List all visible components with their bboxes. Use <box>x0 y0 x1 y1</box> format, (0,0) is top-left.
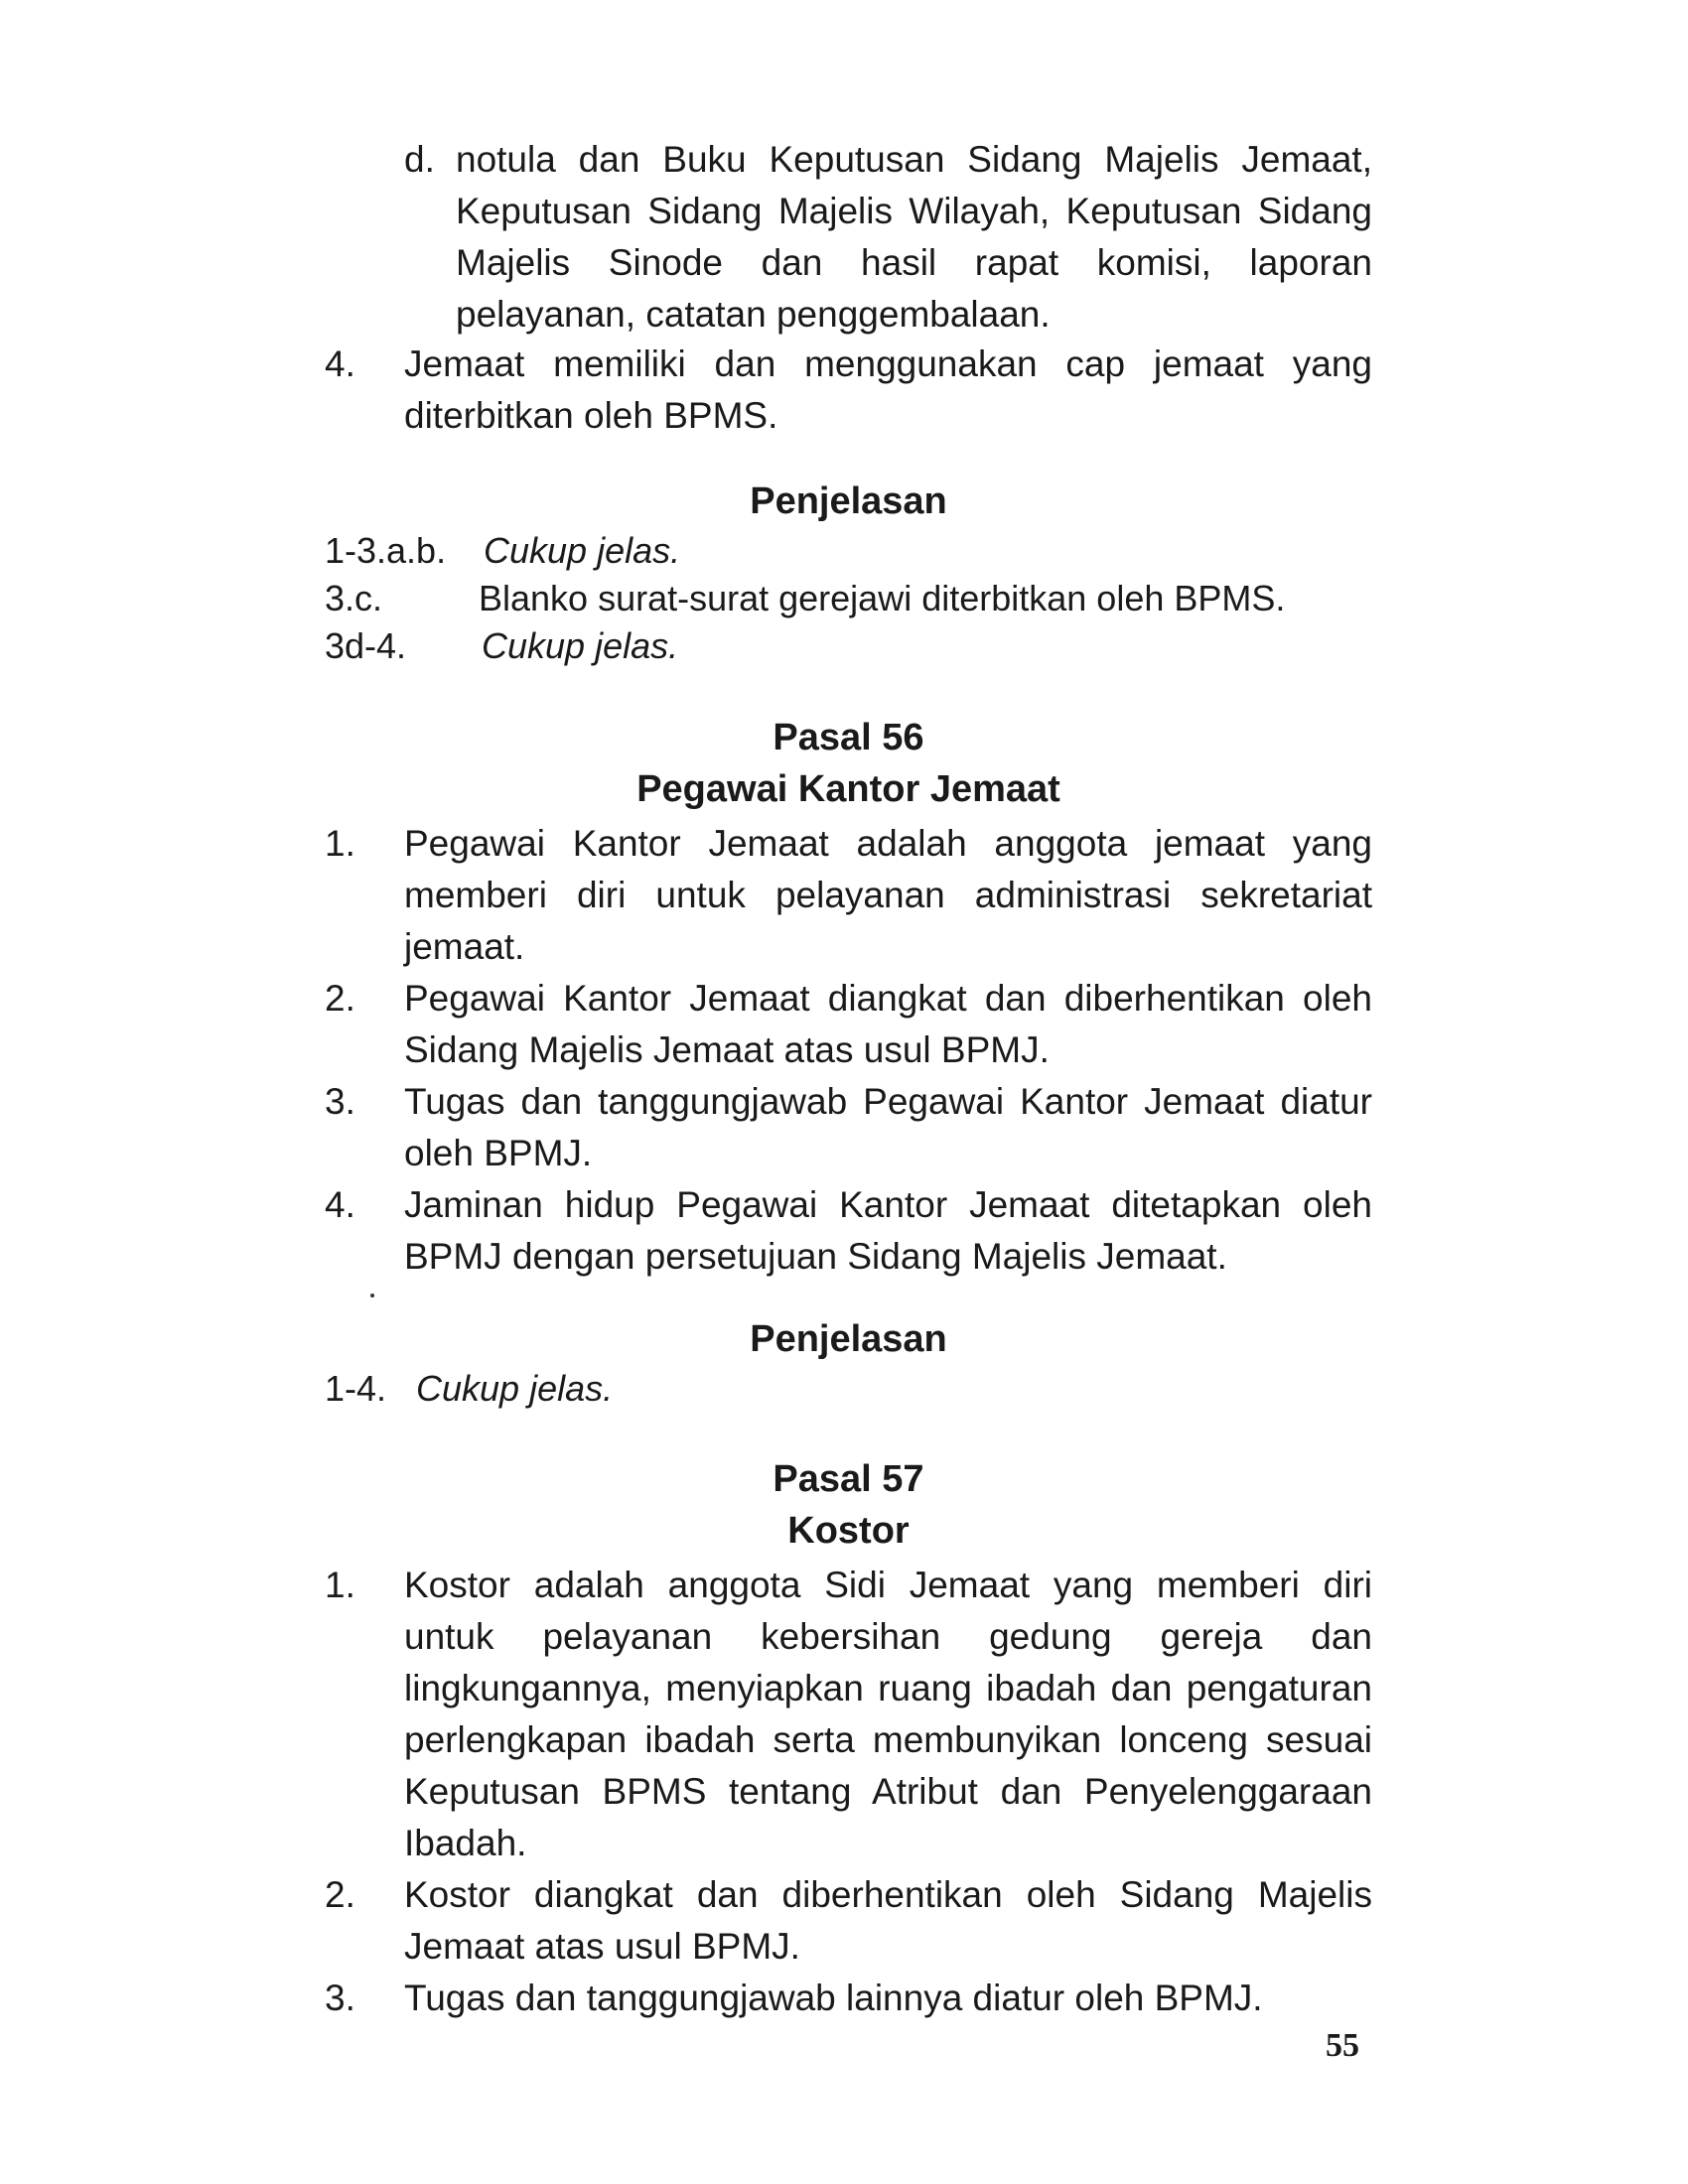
article-title: Kostor <box>787 1510 910 1552</box>
explanation-ref: 3.c. <box>325 578 383 618</box>
list-item-text: Jaminan hidup Pegawai Kantor Jemaat ditetapkan oleh BPMJ dengan persetujuan Sidang Majelis Jemaat. <box>404 1184 1372 1277</box>
article-number: Pasal 57 <box>773 1458 924 1500</box>
list-marker: 1. <box>325 1565 355 1605</box>
list-item-1 <box>325 818 1372 973</box>
explanation-heading: Penjelasan <box>750 480 947 522</box>
list-marker: 2. <box>325 1874 355 1915</box>
list-item-2 <box>325 1869 1372 1973</box>
list-item-text: Jemaat memiliki dan menggunakan cap jemaat yang diterbitkan oleh BPMS. <box>404 343 1372 436</box>
list-marker: d. <box>404 139 435 180</box>
explanation-text: Cukup jelas. <box>484 530 681 571</box>
explanation-text: Cukup jelas. <box>416 1368 614 1409</box>
scan-speck <box>370 1294 374 1297</box>
article-title: Pegawai Kantor Jemaat <box>636 768 1060 810</box>
list-marker: 4. <box>325 343 355 384</box>
explanation-ref: 1-3.a.b. <box>325 530 447 571</box>
explanation-text: Cukup jelas. <box>482 625 679 666</box>
page-number: 55 <box>1326 2027 1359 2064</box>
list-marker: 1. <box>325 823 355 864</box>
list-item-3 <box>325 1973 1372 2024</box>
list-item-text: Kostor adalah anggota Sidi Jemaat yang memberi diri untuk pelayanan kebersihan gedung gereja dan lingkungannya, menyiapkan ruang ibadah dan pengaturan perlengkapan ibadah serta membunyikan lonceng sesuai Keputusan BPMS tentang Atribut dan Penyelenggaraan Ibadah. <box>404 1565 1372 1863</box>
explanation-ref: 1-4. <box>325 1368 387 1409</box>
list-item-1 <box>325 1560 1372 1869</box>
list-marker: 3. <box>325 1978 355 2018</box>
list-item-text: Tugas dan tanggungjawab lainnya diatur oleh BPMJ. <box>404 1978 1263 2018</box>
explanation-ref: 3d-4. <box>325 625 407 666</box>
list-item-3 <box>325 1076 1372 1179</box>
list-item-text: Pegawai Kantor Jemaat adalah anggota jemaat yang memberi diri untuk pelayanan administrasi sekretariat jemaat. <box>404 823 1372 967</box>
list-item-4 <box>325 339 1372 442</box>
explanation-heading: Penjelasan <box>750 1318 947 1360</box>
list-item-d <box>404 134 1372 341</box>
list-item-text: notula dan Buku Keputusan Sidang Majelis Jemaat, Keputusan Sidang Majelis Wilayah, Keputusan Sidang Majelis Sinode dan hasil rapat komisi, laporan pelayanan, catatan penggembalaan. <box>456 139 1372 335</box>
list-marker: 3. <box>325 1081 355 1122</box>
explanation-text: Blanko surat-surat gerejawi diterbitkan oleh BPMS. <box>479 578 1286 618</box>
list-marker: 4. <box>325 1184 355 1225</box>
list-item-2 <box>325 973 1372 1076</box>
article-number: Pasal 56 <box>773 717 924 758</box>
list-marker: 2. <box>325 978 355 1019</box>
list-item-text: Tugas dan tanggungjawab Pegawai Kantor Jemaat diatur oleh BPMJ. <box>404 1081 1372 1173</box>
list-item-4 <box>325 1179 1372 1283</box>
list-item-text: Kostor diangkat dan diberhentikan oleh Sidang Majelis Jemaat atas usul BPMJ. <box>404 1874 1372 1967</box>
list-item-text: Pegawai Kantor Jemaat diangkat dan diberhentikan oleh Sidang Majelis Jemaat atas usul BPMJ. <box>404 978 1372 1070</box>
